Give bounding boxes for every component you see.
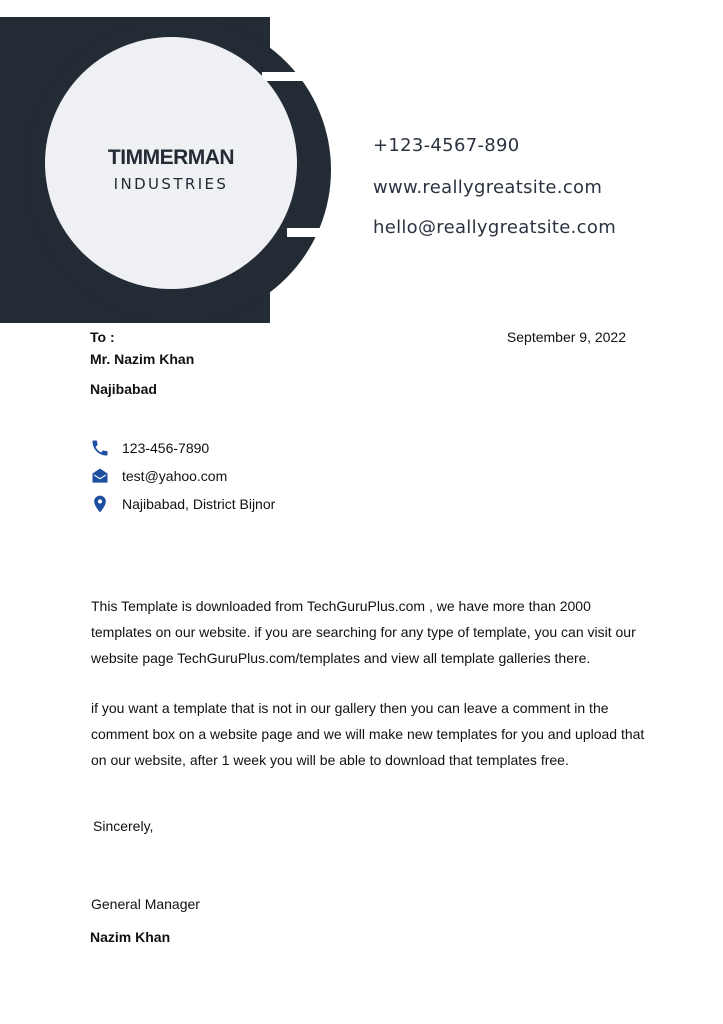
header-website[interactable]: www.reallygreatsite.com	[373, 177, 603, 198]
contact-email-row	[90, 466, 227, 486]
company-subtitle: INDUSTRIES	[113, 175, 229, 193]
map-pin-icon	[90, 494, 110, 514]
contact-email[interactable]: test@yahoo.com	[122, 468, 228, 484]
signature-title: General Manager	[91, 896, 200, 912]
body-paragraph-1: This Template is downloaded from TechGuruPlus.com , we have more than 2000 templates on our website. if you are searching for any type of template, you can visit our website page TechGuruPlus.com/templates and view all template galleries there.	[91, 598, 636, 666]
header-notch-top	[262, 72, 332, 81]
signature-name: Nazim Khan	[90, 929, 171, 945]
envelope-icon	[90, 466, 110, 486]
company-name: TIMMERMAN	[107, 146, 235, 169]
letter-date: September 9, 2022	[506, 329, 626, 345]
body-paragraph-2: if you want a template that is not in our gallery then you can leave a comment in the comment box on a website page and we will make new templates for you and upload that on our website, after 1 week you will be able to download that templates free.	[91, 700, 645, 768]
header-notch-bottom	[287, 228, 347, 237]
contact-address-row	[90, 494, 275, 514]
contact-phone: 123-456-7890	[122, 440, 210, 456]
contact-address: Najibabad, District Bijnor	[122, 496, 276, 512]
contact-phone-row	[90, 438, 209, 458]
recipient-city: Najibabad	[90, 381, 157, 397]
recipient-name: Mr. Nazim Khan	[90, 351, 195, 367]
recipient-to-label: To :	[90, 329, 115, 345]
header-phone: +123-4567-890	[373, 135, 520, 156]
closing: Sincerely,	[93, 818, 154, 834]
phone-icon	[90, 438, 110, 458]
header-email[interactable]: hello@reallygreatsite.com	[373, 217, 617, 238]
